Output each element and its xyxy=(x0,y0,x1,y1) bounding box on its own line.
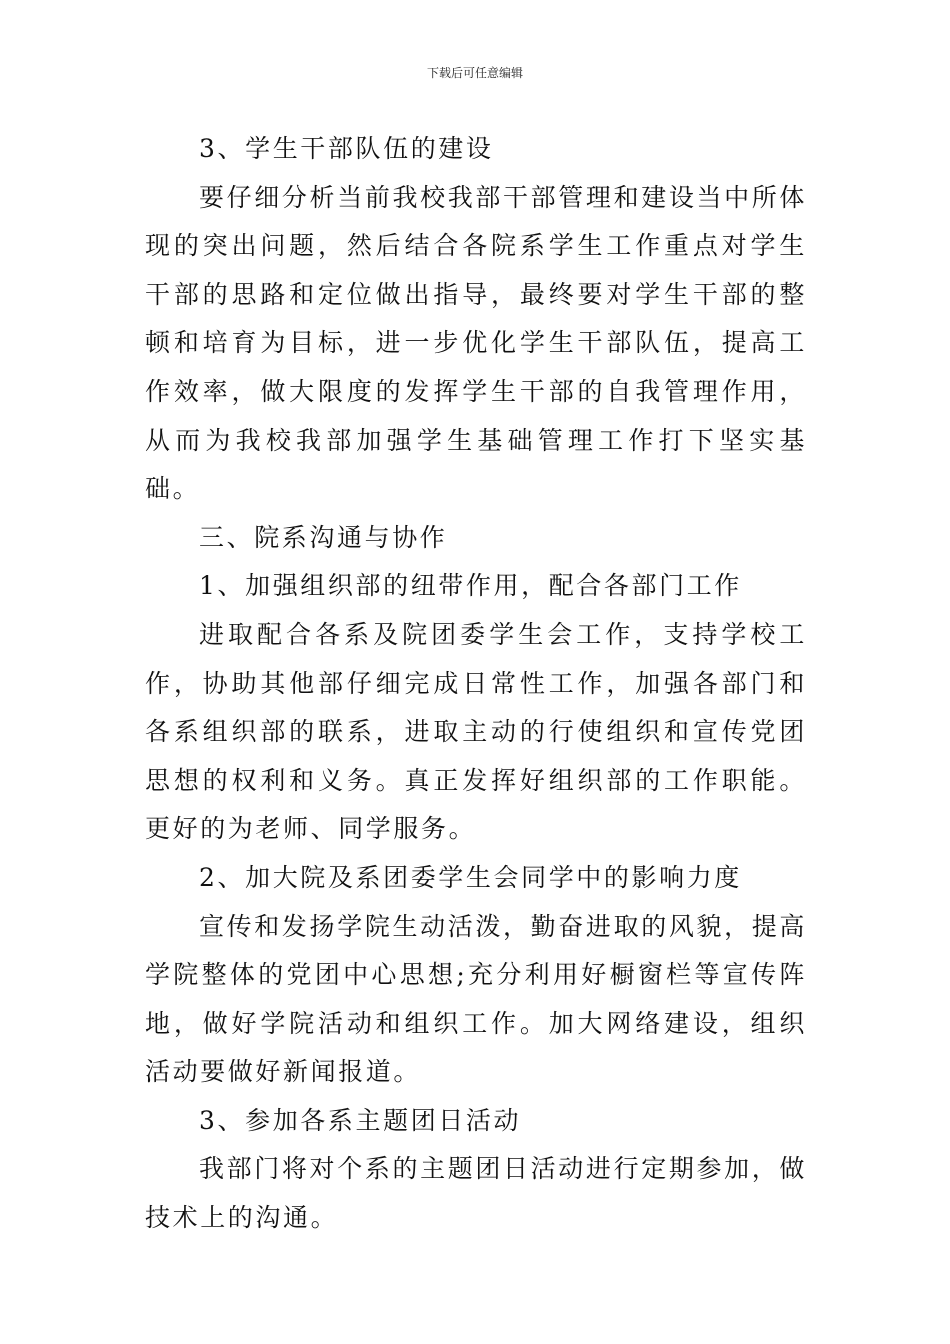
paragraph-theme-activities: 我部门将对个系的主题团日活动进行定期参加，做技术上的沟通。 xyxy=(145,1154,807,1233)
paragraph-influence: 宣传和发扬学院生动活泼，勤奋进取的风貌，提高学院整体的党团中心思想;充分利用好橱窗栏等宣传阵地，做好学院活动和组织工作。加大网络建设，组织活动要做好新闻报道。 xyxy=(145,911,807,1087)
page-header: 下载后可任意编辑 xyxy=(426,66,523,80)
paragraph-cadre-team: 要仔细分析当前我校我部干部管理和建设当中所体现的突出问题，然后结合各院系学生工作重点对学生干部的思路和定位做出指导，最终要对学生干部的整顿和培育为目标，进一步优化学生干部队伍，提高工作效率，做大限度的发挥学生干部的自我管理作用，从而为我校我部加强学生基础管理工作打下坚实基础。 xyxy=(145,182,807,504)
subheading-influence: 2、加大院及系团委学生会同学中的影响力度 xyxy=(199,862,742,892)
section-heading-cadre-team: 3、学生干部队伍的建设 xyxy=(199,134,494,163)
section-heading-communication: 三、院系沟通与协作 xyxy=(199,522,448,552)
paragraph-liaison-role: 进取配合各系及院团委学生会工作，支持学校工作，协助其他部仔细完成日常性工作，加强各部门和各系组织部的联系，进取主动的行使组织和宣传党团思想的权利和义务。真正发挥好组织部的工作职能。更好的为老师、同学服务。 xyxy=(145,619,807,844)
subheading-theme-activities: 3、参加各系主题团日活动 xyxy=(199,1105,522,1135)
document-body xyxy=(145,125,807,1243)
subheading-liaison-role: 1、加强组织部的纽带作用，配合各部门工作 xyxy=(199,571,742,601)
